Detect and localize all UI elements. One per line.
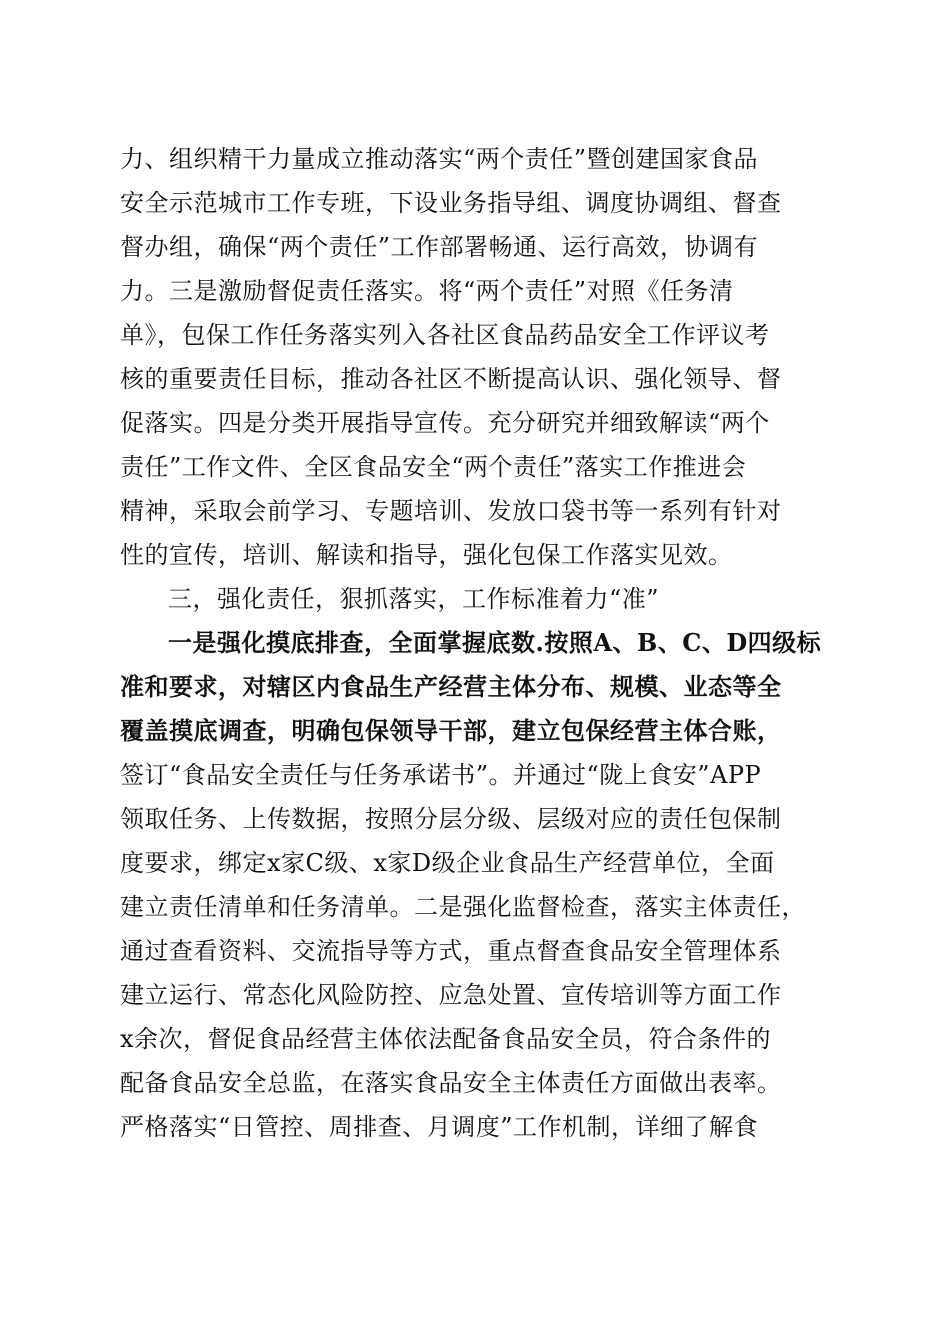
text-line: 度要求，绑定x家C级、x家D级企业食品生产经营单位，全面 bbox=[120, 849, 775, 877]
text-line: 促落实。四是分类开展指导宣传。充分研究并细致解读“两个 bbox=[120, 409, 770, 437]
text-line: 严格落实“日管控、周排查、月调度”工作机制，详细了解食 bbox=[120, 1113, 759, 1141]
text-line: 覆盖摸底调查，明确包保领导干部，建立包保经营主体合账， bbox=[120, 716, 782, 745]
text-line: x余次，督促食品经营主体依法配备食品安全员，符合条件的 bbox=[120, 1025, 772, 1053]
text-line: 配备食品安全总监，在落实食品安全主体责任方面做出表率。 bbox=[120, 1069, 782, 1097]
text-line: 领取任务、上传数据，按照分层分级、层级对应的责任包保制 bbox=[120, 805, 782, 833]
document-body bbox=[120, 137, 840, 1149]
section-heading: 三，强化责任，狠抓落实，工作标准着力“准” bbox=[168, 585, 660, 613]
text-line: 通过查看资料、交流指导等方式，重点督查食品安全管理体系 bbox=[120, 937, 782, 965]
text-line: 核的重要责任目标，推动各社区不断提高认识、强化领导、督 bbox=[120, 365, 782, 393]
text-line: 力。三是激励督促责任落实。将“两个责任”对照《任务清 bbox=[120, 277, 734, 305]
text-line: 精神，采取会前学习、专题培训、发放口袋书等一系列有针对 bbox=[120, 497, 782, 525]
text-line: 力、组织精干力量成立推动落实“两个责任”暨创建国家食品 bbox=[120, 145, 759, 173]
text-line: 一是强化摸底排查，全面掌握底数.按照A、B、C、D四级标 bbox=[168, 628, 822, 657]
text-line: 督办组，确保“两个责任”工作部署畅通、运行高效，协调有 bbox=[120, 233, 759, 261]
text-line: 建立责任清单和任务清单。二是强化监督检查，落实主体责任， bbox=[120, 893, 806, 921]
text-line: 准和要求，对辖区内食品生产经营主体分布、规模、业态等全 bbox=[120, 672, 782, 701]
text-line: 责任”工作文件、全区食品安全“两个责任”落实工作推进会 bbox=[120, 453, 747, 481]
text-line: 单》，包保工作任务落实列入各社区食品药品安全工作评议考 bbox=[120, 321, 770, 349]
text-line: 签订“食品安全责任与任务承诺书”。并通过“陇上食安”APP bbox=[120, 761, 762, 789]
text-line: 性的宣传，培训、解读和指导，强化包保工作落实见效。 bbox=[120, 541, 733, 569]
text-line: 安全示范城市工作专班，下设业务指导组、调度协调组、督查 bbox=[120, 189, 782, 217]
text-line: 建立运行、常态化风险防控、应急处置、宣传培训等方面工作 bbox=[120, 981, 782, 1009]
